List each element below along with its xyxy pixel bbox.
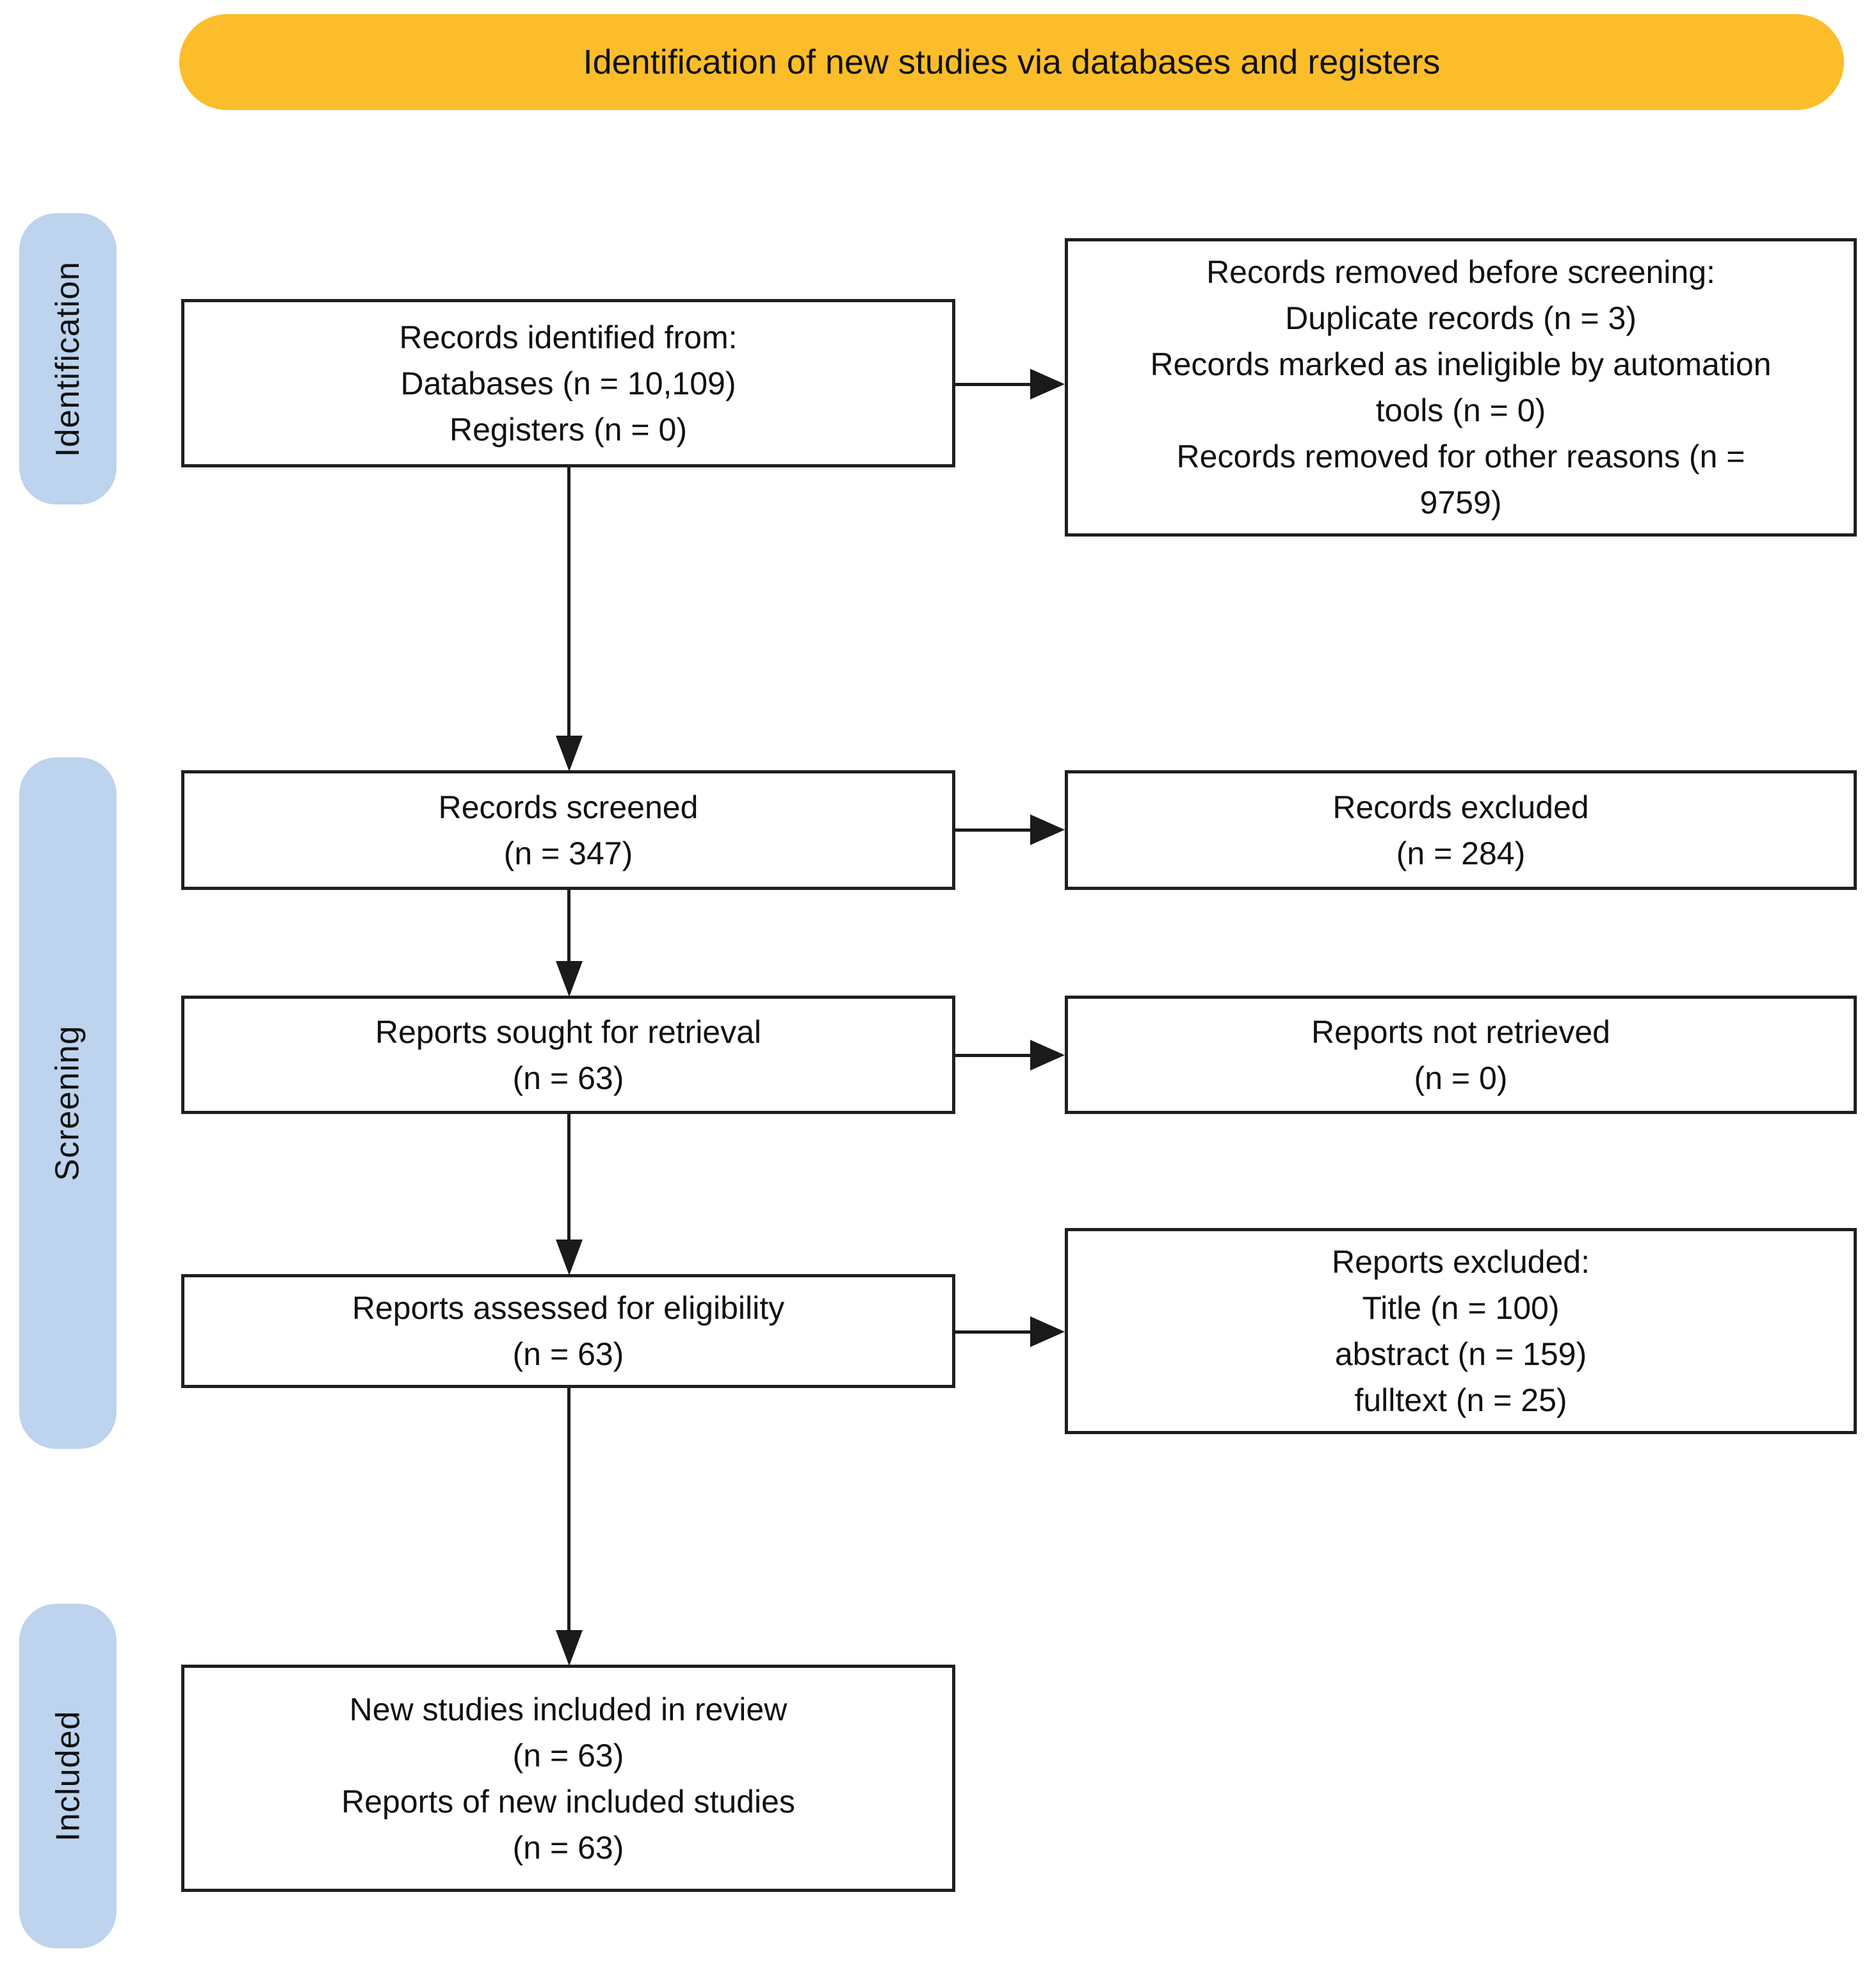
box-line: Title (n = 100) <box>1362 1290 1560 1326</box>
stage-pill-screening <box>19 757 117 1449</box>
box-line: Records removed before screening: <box>1206 254 1715 290</box>
arrowhead-right-icon <box>1030 1316 1065 1347</box>
box-text <box>1151 249 1772 526</box>
box-text <box>375 1009 761 1101</box>
box-line: New studies included in review <box>349 1691 788 1727</box>
box-reports-excluded <box>1065 1228 1857 1434</box>
arrowhead-right-icon <box>1030 814 1065 845</box>
box-line: (n = 63) <box>512 1737 624 1773</box>
box-line: Reports of new included studies <box>341 1783 795 1820</box>
box-line: Reports not retrieved <box>1311 1014 1610 1050</box>
arrowhead-right-icon <box>1030 369 1065 400</box>
box-line: Records marked as ineligible by automation <box>1150 346 1772 382</box>
box-records-removed <box>1065 238 1857 537</box>
arrowhead-down-icon <box>556 736 583 771</box>
box-line: abstract (n = 159) <box>1334 1336 1587 1372</box>
banner-title-label: Identification of new studies via databases and registers <box>583 43 1441 81</box>
box-records-screened <box>181 770 955 890</box>
arrowhead-down-icon <box>556 961 583 997</box>
box-line: Records excluded <box>1332 789 1589 825</box>
stage-pill-identification <box>19 213 117 505</box>
box-line: tools (n = 0) <box>1375 392 1546 428</box>
banner-title <box>179 14 1844 110</box>
box-new-studies-included <box>181 1665 955 1892</box>
box-line: Records screened <box>438 789 699 825</box>
arrow-shaft <box>955 1330 1032 1334</box>
arrow-shaft <box>955 383 1032 386</box>
arrowhead-down-icon <box>556 1630 583 1666</box>
box-text <box>1332 1239 1590 1423</box>
box-reports-sought <box>181 996 955 1114</box>
box-line: Reports excluded: <box>1331 1244 1590 1280</box>
box-line: Duplicate records (n = 3) <box>1285 300 1637 336</box>
box-line: Databases (n = 10,109) <box>400 365 736 401</box>
box-text <box>352 1285 784 1377</box>
arrow-shaft <box>955 828 1032 832</box>
box-reports-not-retrieved <box>1065 996 1857 1114</box>
arrow-shaft <box>567 890 570 962</box>
box-text <box>341 1686 795 1871</box>
box-line: Records removed for other reasons (n = <box>1176 439 1745 474</box>
stage-pill-included <box>19 1604 117 1948</box>
box-line: 9759) <box>1419 485 1502 521</box>
box-line: Records identified from: <box>399 319 738 355</box>
box-text <box>439 784 699 876</box>
arrow-shaft <box>567 467 570 738</box>
arrowhead-down-icon <box>556 1240 583 1275</box>
box-reports-assessed <box>181 1274 955 1388</box>
arrow-shaft <box>955 1054 1032 1057</box>
box-line: (n = 63) <box>512 1336 624 1372</box>
box-records-identified <box>181 299 955 467</box>
box-line: (n = 284) <box>1396 835 1526 871</box>
arrow-shaft <box>567 1114 570 1240</box>
box-text <box>1332 784 1589 876</box>
box-records-excluded <box>1065 770 1857 890</box>
stage-label-identification: Identification <box>49 261 86 457</box>
stage-label-screening: Screening <box>49 1025 86 1181</box>
arrow-shaft <box>567 1388 570 1631</box>
arrowhead-right-icon <box>1030 1040 1065 1070</box>
box-text <box>399 314 737 453</box>
box-line: fulltext (n = 25) <box>1354 1382 1567 1418</box>
box-line: (n = 63) <box>512 1829 624 1866</box>
box-line: Reports sought for retrieval <box>375 1014 762 1050</box>
box-line: (n = 63) <box>512 1060 624 1096</box>
stage-label-included: Included <box>49 1710 87 1842</box>
box-line: Reports assessed for eligibility <box>352 1290 785 1326</box>
box-line: Registers (n = 0) <box>449 411 687 448</box>
box-line: (n = 0) <box>1414 1060 1508 1096</box>
box-line: (n = 347) <box>503 835 633 871</box>
box-text <box>1311 1009 1610 1101</box>
